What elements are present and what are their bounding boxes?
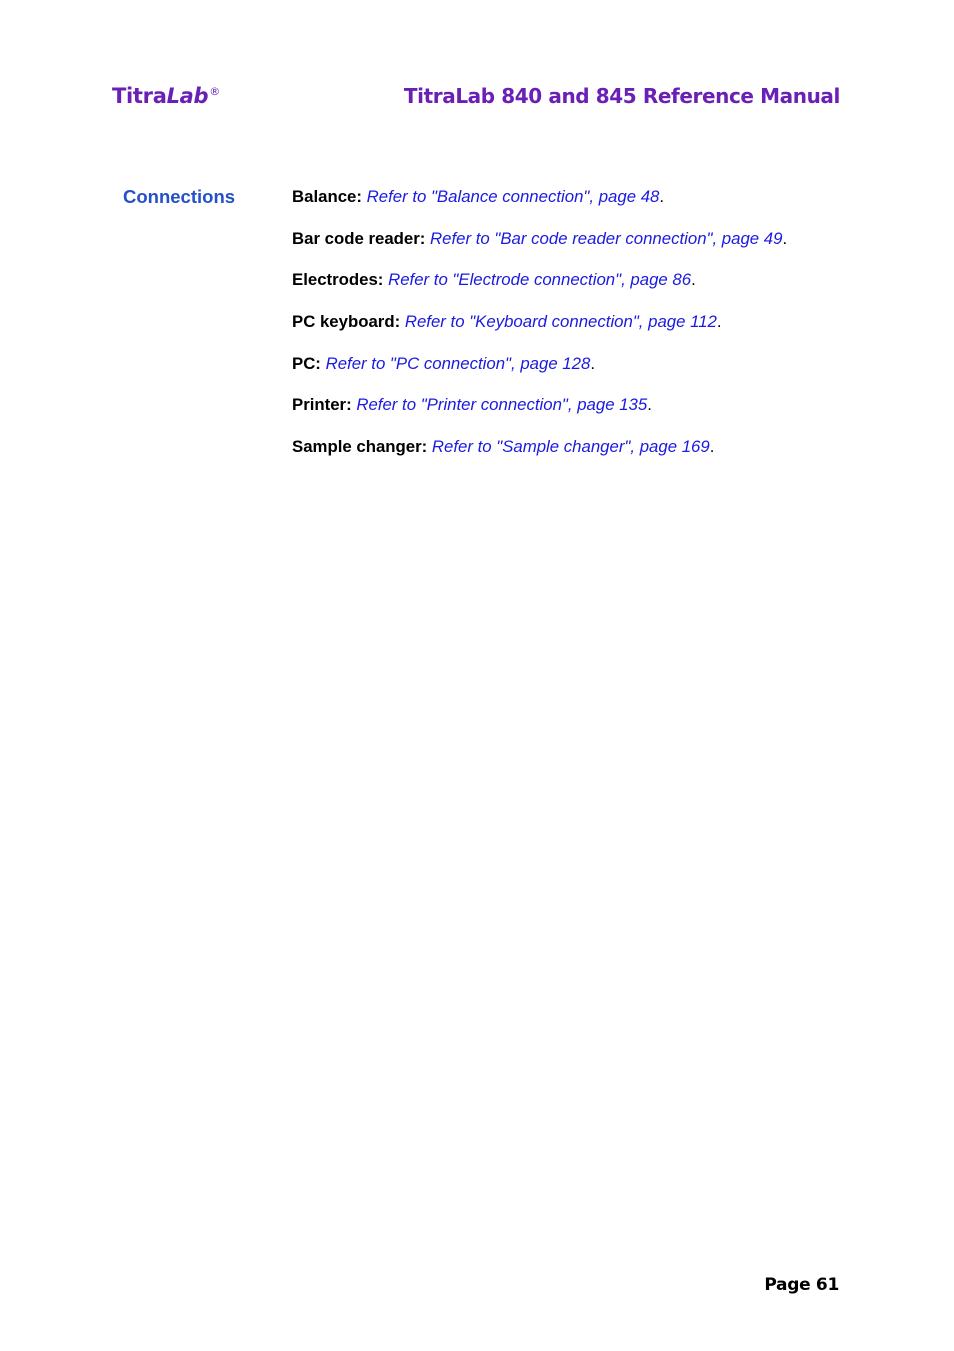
entry-label: Sample changer:: [292, 437, 428, 457]
brand-italic: Lab: [166, 84, 209, 108]
entry-period: .: [647, 395, 652, 415]
registered-mark: ®: [209, 85, 220, 98]
entry-period: .: [709, 437, 715, 457]
entry-label: PC:: [292, 353, 321, 373]
list-item-electrodes: [292, 269, 787, 311]
entry-label: Bar code reader:: [292, 228, 426, 248]
cross-reference-link[interactable]: Refer to "Balance connection", page 48: [366, 187, 660, 206]
section-heading: Connections: [123, 186, 236, 207]
connections-list: [292, 186, 787, 478]
entry-period: .: [590, 353, 595, 373]
list-item-sample-changer: [292, 436, 787, 478]
list-item-pc-keyboard: [292, 311, 787, 353]
list-item-printer: [292, 394, 787, 436]
entry-label: PC keyboard:: [292, 312, 401, 332]
list-item-bar-code-reader: [292, 228, 787, 270]
entry-period: .: [782, 228, 788, 248]
entry-label: Balance:: [292, 187, 362, 206]
manual-title: TitraLab 840 and 845 Reference Manual: [403, 84, 840, 108]
cross-reference-link[interactable]: Refer to "PC connection", page 128: [325, 353, 591, 373]
cross-reference-link[interactable]: Refer to "Sample changer", page 169: [431, 437, 710, 457]
cross-reference-link[interactable]: Refer to "Electrode connection", page 86: [388, 270, 692, 290]
entry-label: Printer:: [292, 395, 352, 415]
entry-period: .: [716, 312, 722, 332]
list-item-balance: [292, 186, 787, 228]
list-item-pc: [292, 353, 787, 395]
page-number: Page 61: [764, 1275, 839, 1295]
cross-reference-link[interactable]: Refer to "Printer connection", page 135: [356, 395, 648, 415]
brand-plain: Titra: [112, 84, 167, 108]
brand-logo: [112, 84, 220, 108]
cross-reference-link[interactable]: Refer to "Bar code reader connection", page 49: [430, 228, 783, 248]
entry-label: Electrodes:: [292, 270, 384, 290]
entry-period: .: [659, 187, 665, 206]
cross-reference-link[interactable]: Refer to "Keyboard connection", page 112: [404, 312, 717, 332]
entry-period: .: [691, 270, 696, 290]
